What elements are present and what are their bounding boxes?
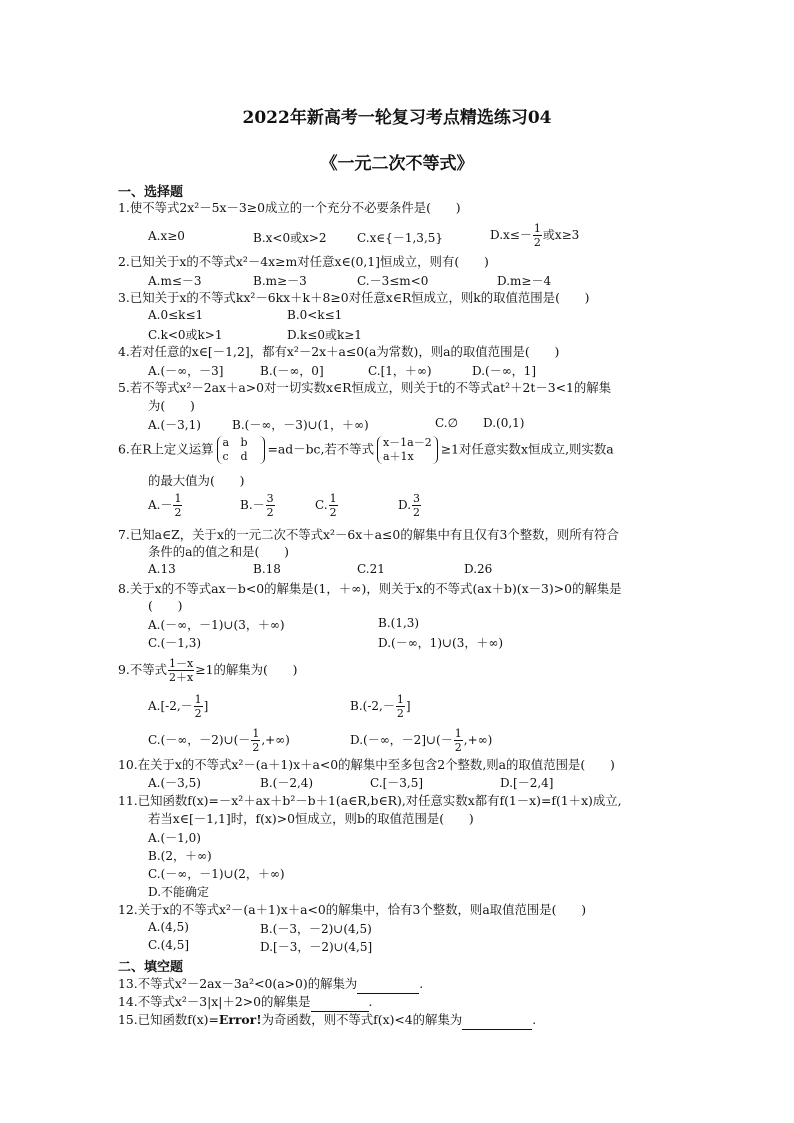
q1-option-a: A.x≥0 bbox=[148, 229, 185, 243]
q9-option-a: A.[-2,－ $\frac{1}{2}$ ] bbox=[148, 693, 209, 720]
q3-option-b: B.0<k≤1 bbox=[287, 308, 343, 322]
q9-option-b: B.(-2,－ $\frac{1}{2}$ ] bbox=[350, 693, 411, 720]
q12-option-d: D.[－3，－2)∪(4,5] bbox=[260, 940, 373, 954]
q11-option-b: B.(2，＋∞) bbox=[148, 849, 212, 863]
q2-option-c: C.－3≤m<0 bbox=[357, 274, 429, 288]
q4-option-a: A.(－∞，－3] bbox=[148, 364, 224, 378]
question-8: 8.关于x的不等式ax－b<0的解集是(1，＋∞)，则关于x的不等式(ax＋b)(x－3)>0的解集是 bbox=[118, 581, 622, 596]
q7-option-d: D.26 bbox=[464, 562, 493, 576]
q6-option-c: C. $\frac{1}{2}$ bbox=[315, 492, 337, 519]
q10-option-d: D.[－2,4] bbox=[500, 776, 554, 790]
page-title: 2022年新高考一轮复习考点精选练习04 bbox=[242, 108, 552, 128]
q6-option-a: A.－ $\frac{1}{2}$ bbox=[148, 492, 182, 519]
q5-option-d: D.(0,1) bbox=[483, 416, 525, 430]
q6-matrix-ineq: x－1a－2 a＋1x bbox=[377, 436, 438, 464]
q6-option-b: B.－ $\frac{3}{2}$ bbox=[240, 492, 274, 519]
question-7-line2: 条件的a的值之和是( ) bbox=[148, 544, 289, 559]
question-10: 10.在关于x的不等式x²－(a＋1)x＋a<0的解集中至多包含2个整数,则a的取值范围是( ) bbox=[118, 757, 615, 772]
q11-option-a: A.(－1,0) bbox=[148, 831, 201, 845]
question-8-line2: ( ) bbox=[148, 598, 183, 613]
question-11: 11.已知函数f(x)=－x²＋ax＋b²－b＋1(a∈R,b∈R),对任意实数x都有f(1－x)=f(1＋x)成立, bbox=[118, 793, 622, 808]
question-11-line2: 若当x∈[－1,1]时，f(x)>0恒成立，则b的取值范围是( ) bbox=[148, 811, 474, 826]
question-4: 4.若对任意的x∈[－1,2]，都有x²－2x＋a≤0(a为常数)，则a的取值范围是( ) bbox=[118, 344, 560, 359]
section-choice: 一、选择题 bbox=[118, 185, 184, 200]
q3-option-d: D.k≤0或k≥1 bbox=[287, 328, 362, 342]
q10-option-a: A.(－3,5) bbox=[148, 776, 201, 790]
q8-option-d: D.(－∞，1)∪(3，＋∞) bbox=[378, 636, 504, 650]
question-14: 14.不等式x²－3|x|＋2>0的解集是 . bbox=[118, 993, 373, 1012]
q12-option-b: B.(－3，－2)∪(4,5) bbox=[260, 922, 372, 936]
question-9: 9.不等式 $\frac{1-x}{2+x}$ ≥1的解集为( ) bbox=[118, 657, 298, 684]
q8-option-a: A.(－∞，－1)∪(3，＋∞) bbox=[148, 618, 285, 632]
q10-option-c: C.[－3,5] bbox=[370, 776, 424, 790]
q6-matrix-def: a b c d bbox=[217, 436, 265, 464]
q11-option-c: C.(－∞，－1)∪(2，＋∞) bbox=[148, 867, 285, 881]
question-2: 2.已知关于x的不等式x²－4x≥m对任意x∈(0,1]恒成立，则有( ) bbox=[118, 254, 489, 269]
q11-option-d: D.不能确定 bbox=[148, 885, 210, 899]
question-12: 12.关于x的不等式x²－(a＋1)x＋a<0的解集中，恰有3个整数，则a取值范围是( ) bbox=[118, 902, 587, 917]
q2-option-a: A.m≤－3 bbox=[148, 274, 202, 288]
q5-option-a: A.(－3,1) bbox=[148, 418, 201, 432]
q2-option-d: D.m≥－4 bbox=[497, 274, 552, 288]
q12-option-a: A.(4,5) bbox=[148, 920, 189, 934]
q5-option-c: C.∅ bbox=[435, 416, 459, 430]
page-subtitle: 《一元二次不等式》 bbox=[320, 154, 474, 174]
q8-option-b: B.(1,3) bbox=[378, 616, 420, 630]
q4-option-b: B.(－∞，0] bbox=[260, 364, 324, 378]
q1-option-d: D.x≤－ $\frac{1}{2}$ 或x≥3 bbox=[490, 222, 580, 249]
question-1: 1.使不等式2x²－5x－3≥0成立的一个充分不必要条件是( ) bbox=[118, 200, 461, 215]
q12-option-c: C.(4,5] bbox=[148, 938, 190, 952]
question-15: 15.已知函数f(x)=Error!为奇函数，则不等式f(x)<4的解集为 . bbox=[118, 1011, 536, 1030]
q6-option-d: D. $\frac{3}{2}$ bbox=[398, 492, 421, 519]
question-13: 13.不等式x²－2ax－3a²<0(a>0)的解集为 . bbox=[118, 975, 423, 994]
question-6-line2: 的最大值为( ) bbox=[148, 473, 245, 488]
q7-option-b: B.18 bbox=[253, 562, 281, 576]
q10-option-b: B.(－2,4) bbox=[260, 776, 314, 790]
q8-option-c: C.(－1,3) bbox=[148, 636, 202, 650]
question-7: 7.已知a∈Z，关于x的一元二次不等式x²－6x＋a≤0的解集中有且仅有3个整数，则所有符合 bbox=[118, 527, 619, 542]
question-5: 5.若不等式x²－2ax＋a>0对一切实数x∈R恒成立，则关于t的不等式at²＋2t－3<1的解集 bbox=[118, 380, 612, 395]
question-3: 3.已知关于x的不等式kx²－6kx＋k＋8≥0对任意x∈R恒成立，则k的取值范围是( ) bbox=[118, 290, 590, 305]
q3-option-a: A.0≤k≤1 bbox=[148, 308, 204, 322]
q5-option-b: B.(－∞，－3)∪(1，＋∞) bbox=[232, 418, 369, 432]
q1-option-b: B.x<0或x>2 bbox=[253, 231, 327, 245]
q7-option-c: C.21 bbox=[357, 562, 385, 576]
q9-option-d: D.(－∞，－2]∪(－ $\frac{1}{2}$ ,+∞) bbox=[350, 727, 493, 754]
q4-option-c: C.[1，＋∞) bbox=[368, 364, 432, 378]
q7-option-a: A.13 bbox=[148, 562, 176, 576]
q9-option-c: C.(－∞，－2)∪(－ $\frac{1}{2}$ ,+∞) bbox=[148, 727, 290, 754]
q3-option-c: C.k<0或k>1 bbox=[148, 328, 223, 342]
question-6: 6.在R上定义运算 a b c d =ad－bc,若不等式 x－1a－2 a＋1x ≥1对任意实数x恒成立,则实数a bbox=[118, 436, 614, 463]
section-fill: 二、填空题 bbox=[118, 960, 184, 975]
question-5-line2: 为( ) bbox=[148, 398, 195, 413]
q4-option-d: D.(－∞，1] bbox=[472, 364, 537, 378]
q2-option-b: B.m≥－3 bbox=[253, 274, 307, 288]
q1-option-c: C.x∈{－1,3,5} bbox=[357, 231, 444, 245]
